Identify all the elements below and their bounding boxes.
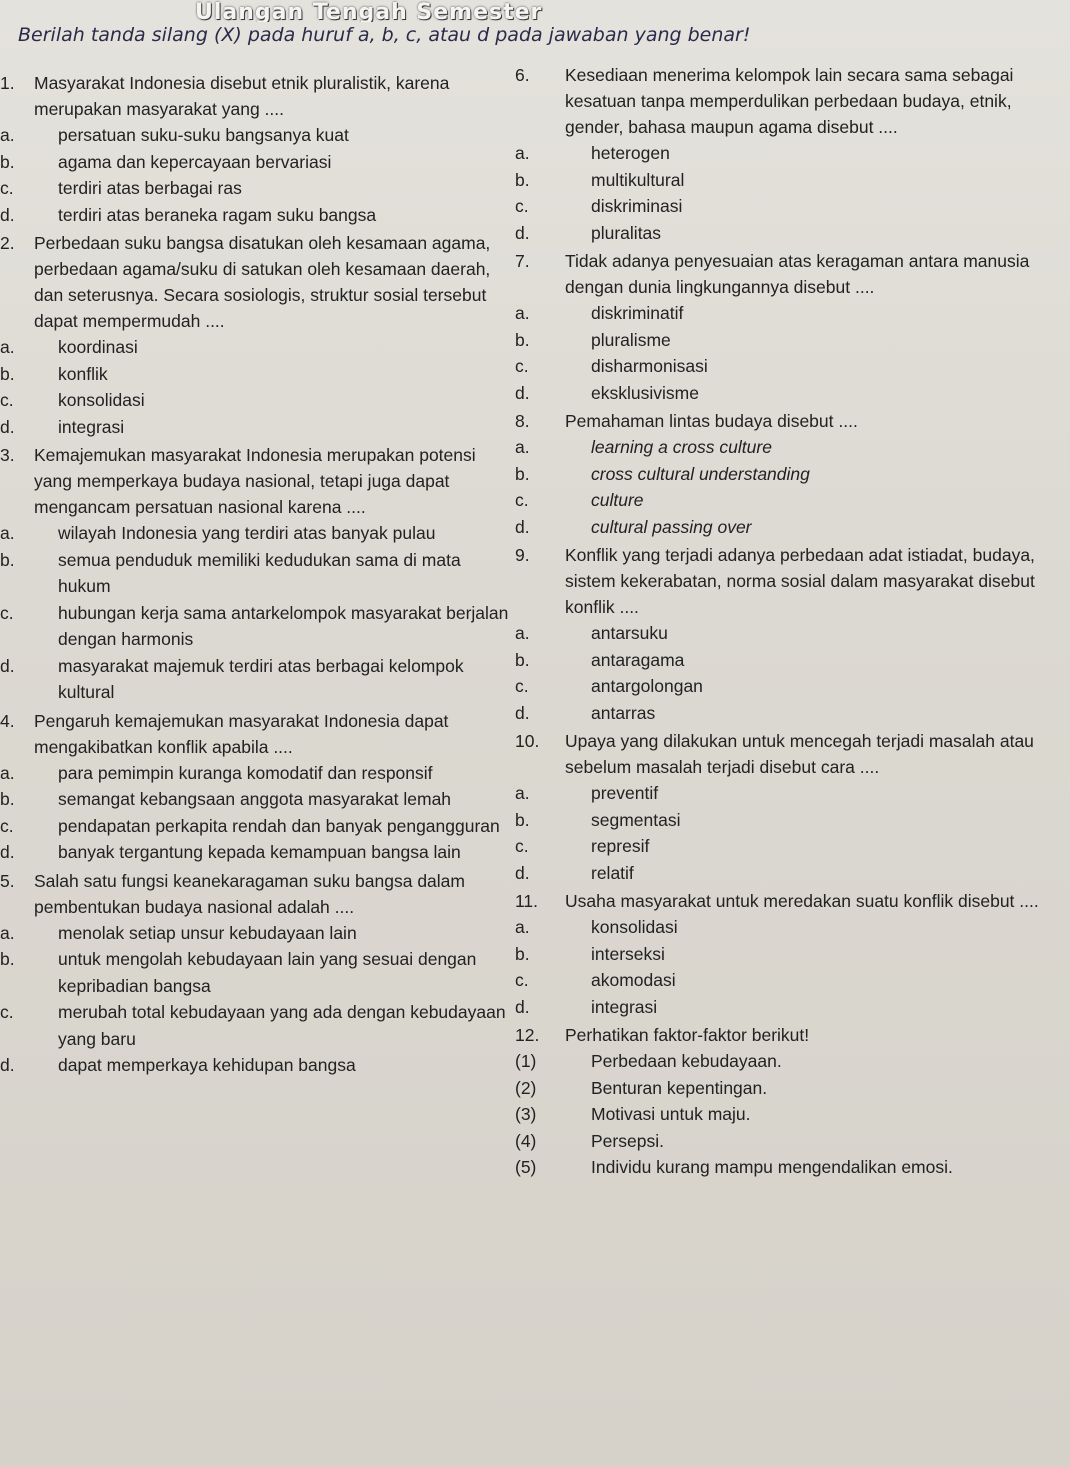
question-stem: [515, 888, 1055, 914]
option-letter: b.: [0, 363, 15, 384]
option-letter: b.: [0, 549, 15, 570]
option-letter: c.: [0, 178, 14, 198]
option-text: hubungan kerja sama antarkelompok masyarakat berjalan dengan harmonis: [58, 602, 509, 649]
option-letter: b.: [515, 463, 530, 484]
option-letter: d.: [0, 842, 15, 862]
question-text: Upaya yang dilakukan untuk mencegah terjadi masalah atau sebelum masalah terjadi disebut cara ....: [565, 731, 1034, 777]
answer-option[interactable]: [0, 547, 510, 600]
question-stem: [515, 408, 1055, 434]
right-column: [515, 62, 1055, 1181]
option-letter: (2): [515, 1077, 537, 1098]
option-letter: d.: [0, 416, 15, 437]
option-text: konflik: [58, 363, 108, 384]
question-block: [0, 70, 510, 228]
answer-option[interactable]: [0, 122, 510, 149]
answer-option[interactable]: [515, 1075, 1055, 1102]
answer-option[interactable]: [0, 999, 510, 1052]
option-text: segmentasi: [591, 809, 681, 830]
question-number: 3.: [0, 445, 15, 465]
answer-option[interactable]: [0, 653, 510, 706]
answer-option[interactable]: [515, 967, 1055, 994]
option-text: culture: [591, 490, 644, 510]
option-letter: d.: [515, 702, 530, 723]
option-text: learning a cross culture: [591, 437, 772, 457]
option-letter: c.: [0, 602, 14, 623]
option-letter: b.: [515, 329, 530, 350]
option-text: integrasi: [591, 996, 658, 1017]
option-letter: c.: [515, 836, 529, 856]
question-text: Masyarakat Indonesia disebut etnik pluralistik, karena merupakan masyarakat yang ....: [34, 73, 450, 119]
question-number: 11.: [515, 891, 539, 911]
option-letter: d.: [515, 382, 530, 403]
left-column: [0, 62, 510, 1079]
option-text: multikultural: [591, 169, 685, 190]
question-stem: [515, 62, 1055, 140]
option-text: Benturan kepentingan.: [591, 1077, 768, 1098]
answer-option[interactable]: [515, 647, 1055, 674]
question-text: Tidak adanya penyesuaian atas keragaman antara manusia dengan dunia lingkungannya disebut ....: [565, 251, 1030, 297]
option-letter: a.: [515, 783, 530, 803]
question-text: Konflik yang terjadi adanya perbedaan adat istiadat, budaya, sistem kekerabatan, norma sosial dalam masyarakat disebut konflik ....: [565, 545, 1035, 617]
option-letter: a.: [515, 143, 530, 163]
option-text: banyak tergantung kepada kemampuan bangsa lain: [58, 842, 461, 862]
option-letter: b.: [0, 151, 15, 172]
option-text: cultural passing over: [591, 516, 752, 537]
option-letter: d.: [515, 996, 530, 1017]
option-letter: d.: [0, 1055, 15, 1075]
question-stem: [515, 542, 1055, 620]
question-number: 8.: [515, 411, 530, 431]
question-text: Kesediaan menerima kelompok lain secara sama sebagai kesatuan tanpa memperdulikan perbedaan budaya, etnik, gender, bahasa maupun agama disebut ....: [565, 65, 1014, 137]
option-letter: c.: [0, 1002, 14, 1022]
option-text: Perbedaan kebudayaan.: [591, 1051, 782, 1071]
question-text: Salah satu fungsi keanekaragaman suku bangsa dalam pembentukan budaya nasional adalah ....: [34, 870, 465, 917]
answer-option[interactable]: [0, 760, 510, 787]
option-text: para pemimpin kuranga komodatif dan responsif: [58, 762, 433, 783]
option-letter: a.: [0, 523, 15, 543]
answer-option[interactable]: [515, 220, 1055, 247]
option-letter: c.: [515, 490, 529, 510]
question-block: [515, 248, 1055, 406]
question-stem: [0, 442, 510, 520]
option-text: masyarakat majemuk terdiri atas berbagai kelompok kultural: [58, 655, 464, 702]
question-block: [0, 708, 510, 866]
option-text: integrasi: [58, 416, 125, 437]
option-letter: d.: [515, 862, 530, 883]
answer-option[interactable]: [515, 673, 1055, 700]
answer-option[interactable]: [0, 387, 510, 414]
option-text: relatif: [591, 862, 634, 883]
question-number: 10.: [515, 731, 540, 751]
answer-option[interactable]: [515, 700, 1055, 727]
option-letter: (4): [515, 1130, 537, 1151]
question-text: Usaha masyarakat untuk meredakan suatu konflik disebut ....: [565, 891, 1039, 911]
answer-option[interactable]: [515, 807, 1055, 834]
option-letter: (3): [515, 1104, 537, 1124]
question-block: [0, 230, 510, 440]
question-block: [515, 542, 1055, 726]
option-letter: d.: [515, 516, 530, 537]
answer-option[interactable]: [515, 941, 1055, 968]
answer-option[interactable]: [0, 334, 510, 361]
option-letter: a.: [515, 437, 530, 457]
option-letter: c.: [515, 196, 529, 216]
question-stem: [515, 728, 1055, 780]
option-text: diskriminasi: [591, 196, 683, 216]
option-text: interseksi: [591, 943, 665, 964]
answer-option[interactable]: [0, 1052, 510, 1079]
option-text: agama dan kepercayaan bervariasi: [58, 151, 332, 172]
question-number: 12.: [515, 1025, 540, 1045]
question-text: Kemajemukan masyarakat Indonesia merupakan potensi yang memperkaya budaya nasional, tetapi juga dapat mengancam persatuan nasional karena ....: [34, 445, 476, 517]
option-text: antaragama: [591, 649, 685, 670]
option-text: heterogen: [591, 143, 670, 163]
option-letter: a.: [0, 762, 15, 783]
option-text: pluralitas: [591, 222, 662, 243]
answer-option[interactable]: [0, 175, 510, 202]
answer-option[interactable]: [515, 1101, 1055, 1128]
option-letter: b.: [515, 809, 530, 830]
option-letter: b.: [515, 169, 530, 190]
question-stem: [0, 70, 510, 122]
answer-option[interactable]: [0, 946, 510, 999]
question-block: [515, 728, 1055, 886]
option-text: preventif: [591, 783, 659, 803]
question-stem: [515, 1022, 1055, 1048]
answer-option[interactable]: [515, 833, 1055, 860]
option-letter: a.: [515, 623, 530, 643]
answer-option[interactable]: [515, 1048, 1055, 1075]
option-text: persatuan suku-suku bangsanya kuat: [58, 125, 349, 145]
option-letter: a.: [0, 125, 15, 145]
question-stem: [0, 708, 510, 760]
option-text: terdiri atas berbagai ras: [58, 178, 242, 198]
question-number: 6.: [515, 65, 530, 85]
answer-option[interactable]: [0, 520, 510, 547]
question-block: [515, 408, 1055, 540]
answer-option[interactable]: [515, 514, 1055, 541]
option-letter: b.: [515, 943, 530, 964]
option-text: pendapatan perkapita rendah dan banyak pengangguran: [58, 815, 500, 836]
option-text: terdiri atas beraneka ragam suku bangsa: [58, 204, 377, 225]
answer-option[interactable]: [0, 202, 510, 229]
option-letter: c.: [0, 815, 14, 836]
answer-option[interactable]: [515, 620, 1055, 647]
answer-option[interactable]: [0, 786, 510, 813]
answer-option[interactable]: [515, 140, 1055, 167]
option-text: merubah total kebudayaan yang ada dengan kebudayaan yang baru: [58, 1002, 506, 1049]
option-letter: a.: [515, 303, 530, 323]
option-letter: (5): [515, 1157, 537, 1177]
answer-option[interactable]: [515, 1154, 1055, 1181]
option-letter: b.: [0, 949, 15, 969]
option-letter: b.: [515, 649, 530, 670]
option-text: semangat kebangsaan anggota masyarakat lemah: [58, 789, 452, 809]
option-letter: a.: [0, 922, 15, 943]
answer-option[interactable]: [515, 193, 1055, 220]
option-text: konsolidasi: [591, 917, 678, 937]
option-text: akomodasi: [591, 970, 676, 990]
option-letter: a.: [0, 337, 15, 357]
answer-option[interactable]: [515, 1128, 1055, 1155]
answer-option[interactable]: [515, 994, 1055, 1021]
option-letter: (1): [515, 1051, 537, 1071]
question-block: [515, 62, 1055, 246]
answer-option[interactable]: [515, 780, 1055, 807]
option-letter: d.: [0, 655, 15, 676]
option-text: Individu kurang mampu mengendalikan emosi.: [591, 1157, 953, 1177]
question-text: Pengaruh kemajemukan masyarakat Indonesia dapat mengakibatkan konflik apabila ....: [34, 710, 449, 757]
option-letter: d.: [515, 222, 530, 243]
answer-option[interactable]: [515, 327, 1055, 354]
option-text: pluralisme: [591, 329, 671, 350]
answer-option[interactable]: [515, 860, 1055, 887]
worksheet-title: Ulangan Tengah Semester: [195, 0, 543, 22]
option-text: cross cultural understanding: [591, 463, 810, 484]
option-text: konsolidasi: [58, 390, 145, 410]
option-text: Motivasi untuk maju.: [591, 1104, 751, 1124]
answer-option[interactable]: [0, 414, 510, 441]
option-letter: c.: [515, 676, 529, 696]
question-block: [0, 442, 510, 706]
option-letter: c.: [0, 390, 14, 410]
option-text: antarras: [591, 702, 656, 723]
option-text: antarsuku: [591, 623, 668, 643]
answer-option[interactable]: [0, 361, 510, 388]
option-text: semua penduduk memiliki kedudukan sama di mata hukum: [58, 549, 461, 596]
option-text: eksklusivisme: [591, 382, 699, 403]
answer-option[interactable]: [0, 813, 510, 840]
question-stem: [0, 868, 510, 920]
option-letter: b.: [0, 789, 15, 809]
option-text: untuk mengolah kebudayaan lain yang sesuai dengan kepribadian bangsa: [58, 949, 477, 996]
question-text: Perhatikan faktor-faktor berikut!: [565, 1025, 810, 1045]
option-letter: d.: [0, 204, 15, 225]
question-block: [515, 1022, 1055, 1181]
question-number: 9.: [515, 545, 530, 565]
option-text: wilayah Indonesia yang terdiri atas banyak pulau: [58, 523, 436, 543]
option-text: menolak setiap unsur kebudayaan lain: [58, 922, 357, 943]
answer-option[interactable]: [0, 839, 510, 866]
option-letter: c.: [515, 970, 529, 990]
option-letter: a.: [515, 917, 530, 937]
question-stem: [515, 248, 1055, 300]
question-block: [515, 888, 1055, 1020]
question-number: 7.: [515, 251, 530, 271]
option-letter: c.: [515, 356, 529, 376]
question-text: Perbedaan suku bangsa disatukan oleh kesamaan agama, perbedaan agama/suku di satukan oleh kesamaan daerah, dan seterusnya. Secara sosiologis, struktur sosial tersebut dapat mempermudah ....: [34, 233, 491, 331]
option-text: koordinasi: [58, 337, 138, 357]
question-block: [0, 868, 510, 1079]
answer-option[interactable]: [515, 300, 1055, 327]
option-text: represif: [591, 836, 650, 856]
answer-option[interactable]: [0, 600, 510, 653]
question-number: 1.: [0, 73, 15, 93]
answer-option[interactable]: [515, 434, 1055, 461]
answer-option[interactable]: [515, 487, 1055, 514]
answer-option[interactable]: [515, 353, 1055, 380]
option-text: diskriminatif: [591, 303, 684, 323]
option-text: antargolongan: [591, 676, 703, 696]
instruction-text: Berilah tanda silang (X) pada huruf a, b, c, atau d pada jawaban yang benar!: [18, 24, 751, 46]
question-number: 2.: [0, 233, 15, 253]
question-text: Pemahaman lintas budaya disebut ....: [565, 411, 858, 431]
answer-option[interactable]: [515, 380, 1055, 407]
question-number: 4.: [0, 710, 15, 731]
answer-option[interactable]: [515, 914, 1055, 941]
answer-option[interactable]: [515, 167, 1055, 194]
option-text: dapat memperkaya kehidupan bangsa: [58, 1055, 356, 1075]
answer-option[interactable]: [515, 461, 1055, 488]
answer-option[interactable]: [0, 149, 510, 176]
question-stem: [0, 230, 510, 334]
option-text: Persepsi.: [591, 1130, 664, 1151]
answer-option[interactable]: [0, 920, 510, 947]
option-text: disharmonisasi: [591, 356, 708, 376]
question-number: 5.: [0, 870, 15, 891]
